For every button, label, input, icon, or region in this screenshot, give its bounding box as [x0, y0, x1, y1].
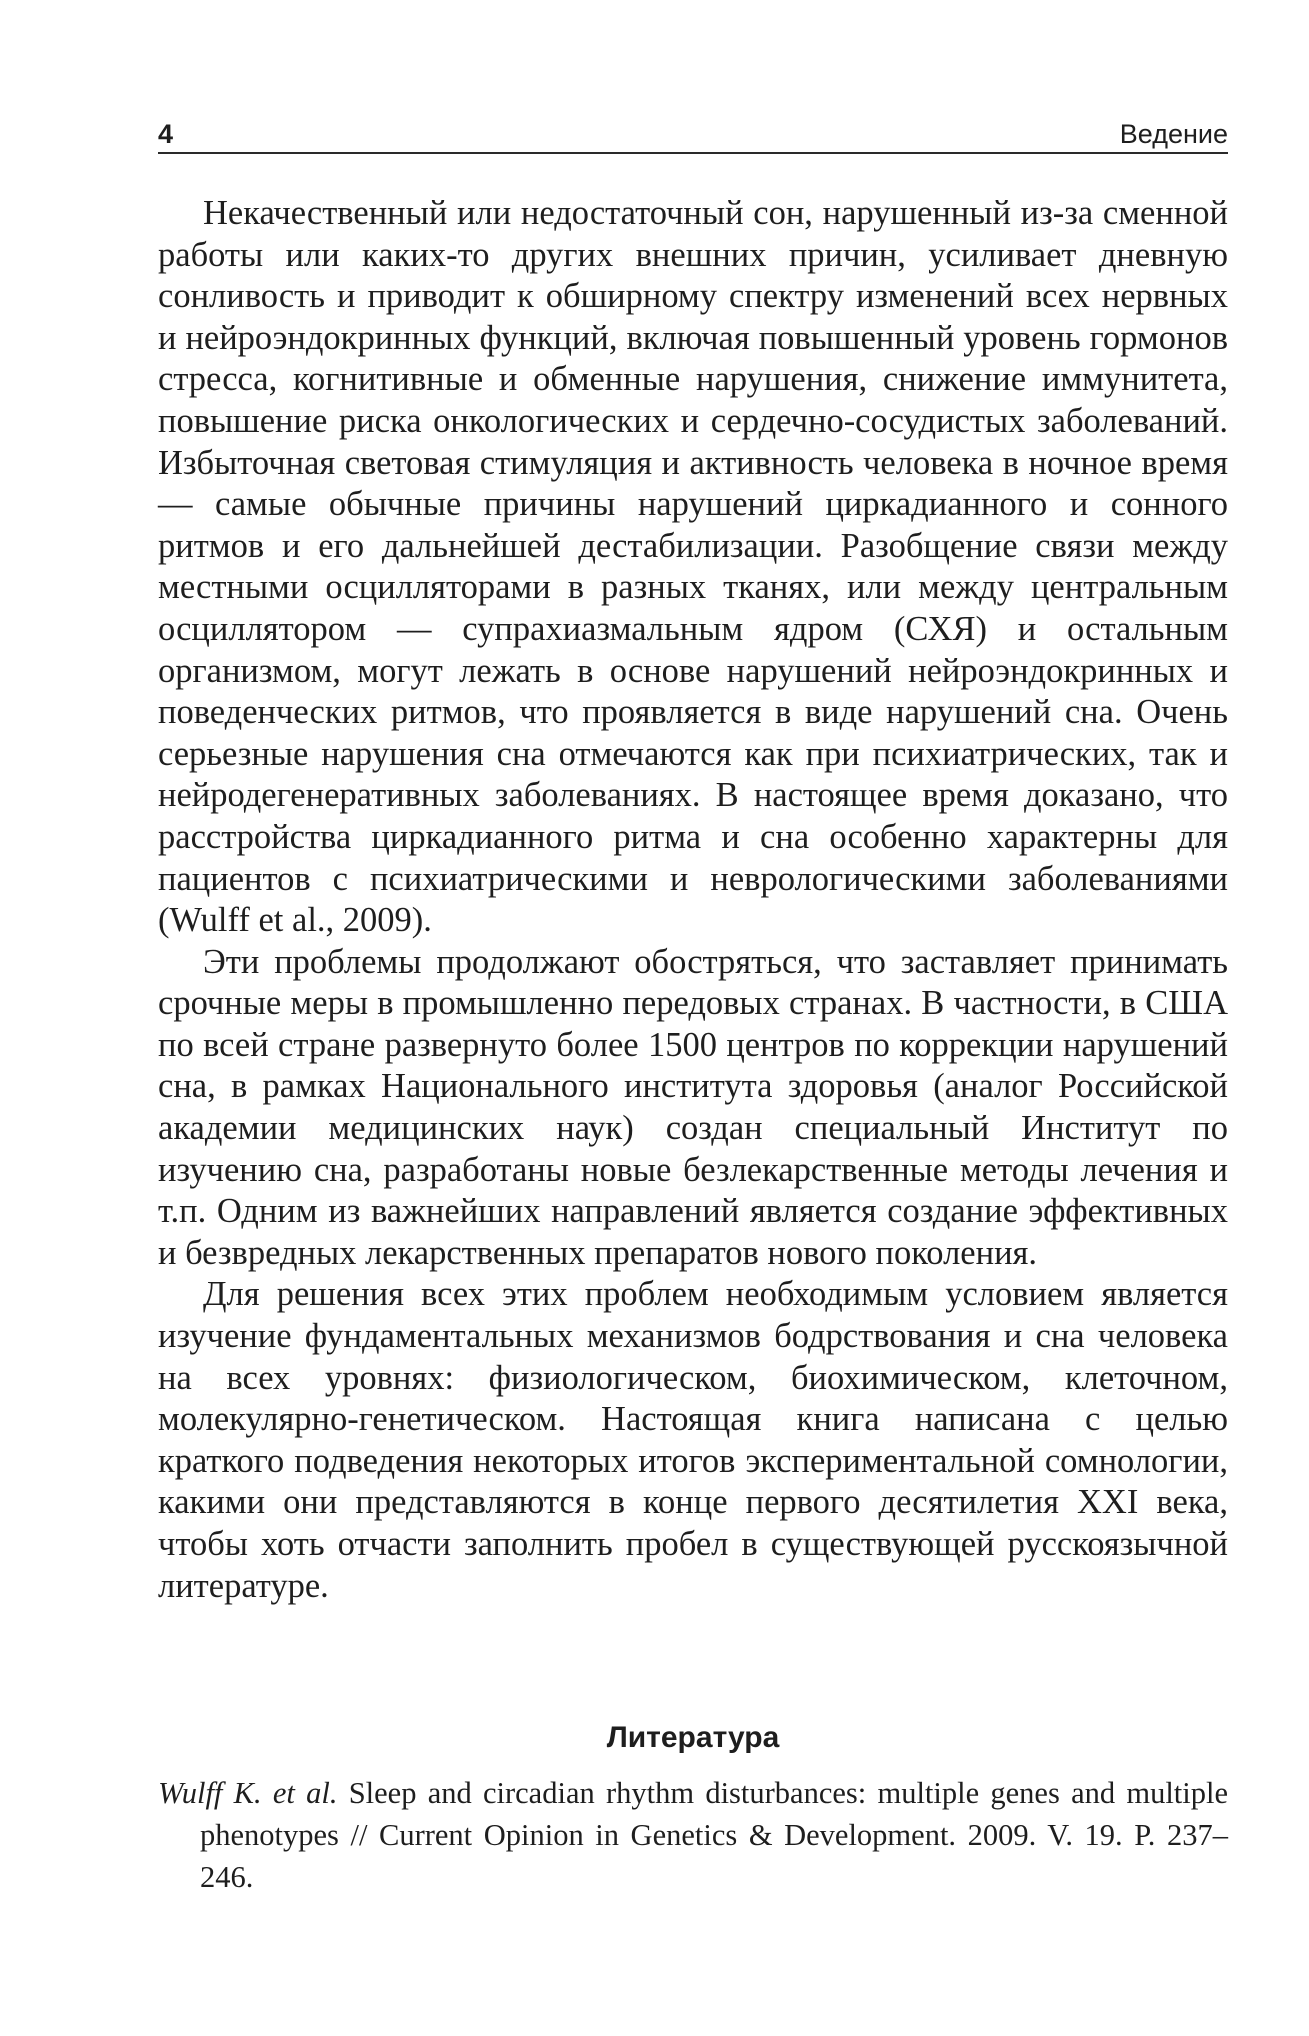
reference-entry — [158, 1772, 1228, 1898]
reference-text: Sleep and circadian rhythm disturbances: multiple genes and multiple phenotypes // Current Opinion in Genetics & Development. 2009. V. 19. P. 237–246. — [200, 1776, 1229, 1894]
paragraph: Для решения всех этих проблем необходимым условием является изучение фундаментальных механизмов бодрствования и сна человека на всех уровнях: физиологическом, биохимическом, клеточном, молекулярно-генетическом. Настоящая книга написана с целью краткого подведения некоторых итогов экспериментальной сомнологии, какими они представляются в конце первого десятилетия XXI века, чтобы хоть отчасти заполнить пробел в существующей русскоязычной литературе. — [158, 1275, 1228, 1605]
paragraph: Некачественный или недостаточный сон, нарушенный из-за сменной работы или каких-то других внешних причин, усиливает дневную сонливость и приводит к обширному спектру изменений всех нервных и нейроэндокринных функций, включая повышенный уровень гормонов стресса, когнитивные и обменные нарушения, снижение иммунитета, повышение риска онкологических и сердечно-сосудистых заболеваний. Избыточная световая стимуляция и активность человека в ночное время — самые обычные причины нарушений циркадианного и сонного ритмов и его дальнейшей дестабилизации. Разобщение связи между местными осцилляторами в разных тканях, или между центральным осциллятором — супрахиазмальным ядром (СХЯ) и остальным организмом, могут лежать в основе нарушений нейроэндокринных и поведенческих ритмов, что проявляется в виде нарушений сна. Очень серьезные нарушения сна отмечаются как при психиатрических, так и нейродегенеративных заболеваниях. В настоящее время доказано, что расстройства циркадианного ритма и сна особенно характерны для пациентов с психиатрическими и неврологическими заболеваниями (Wulff et al., 2009). — [158, 194, 1228, 940]
running-header — [158, 116, 1228, 154]
references-heading: Литература — [606, 1721, 780, 1754]
body-text — [158, 193, 1228, 1607]
section-title: Ведение — [1119, 119, 1228, 149]
paragraph: Эти проблемы продолжают обостряться, что заставляет принимать срочные меры в промышленно передовых странах. В частности, в США по всей стране развернуто более 1500 центров по коррекции нарушений сна, в рамках Национального института здоровья (аналог Российской академии медицинских наук) создан специальный Институт по изучению сна, разработаны новые безлекарственные методы лечения и т.п. Одним из важнейших направлений является создание эффективных и безвредных лекарственных препаратов нового поколения. — [158, 942, 1228, 1272]
page-number: 4 — [158, 119, 174, 149]
reference-authors: Wulff K. et al. — [158, 1776, 338, 1810]
